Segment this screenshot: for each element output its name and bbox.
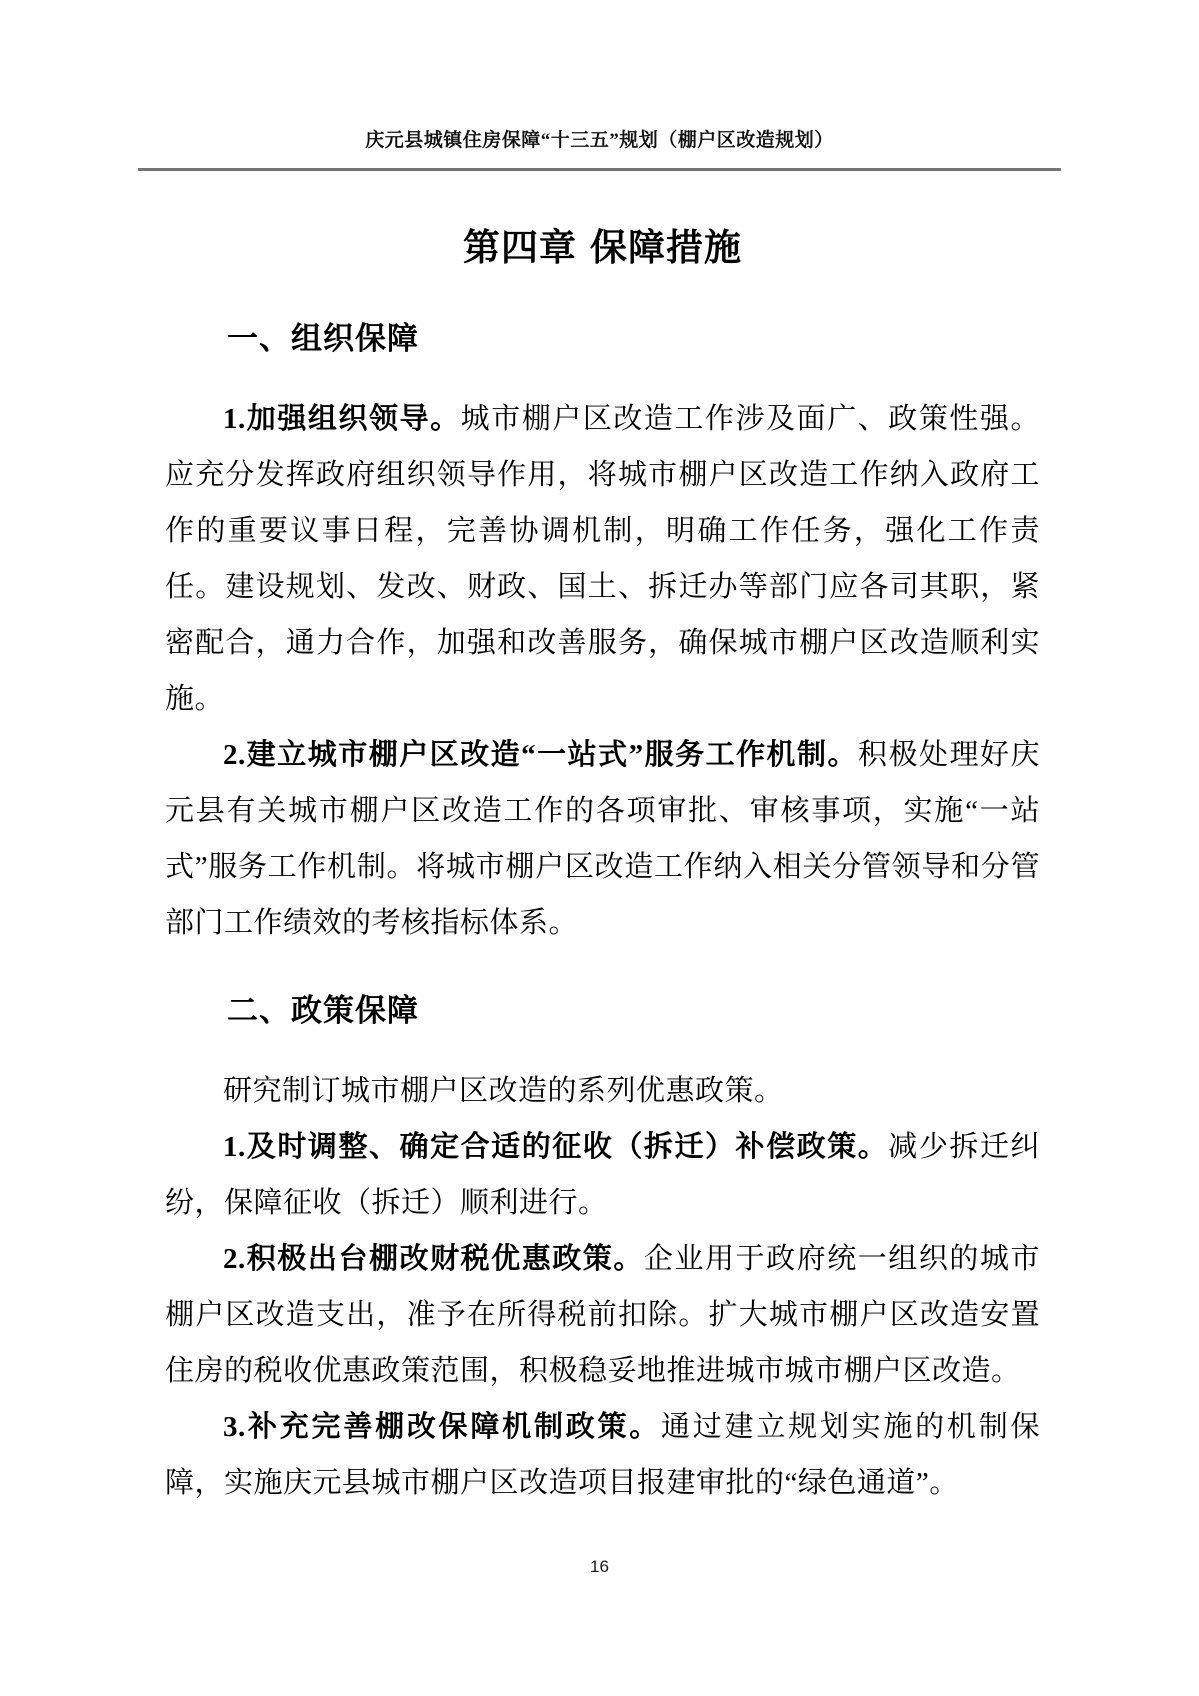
running-header-title: 庆元县城镇住房保障“十三五”规划（棚户区改造规划） [365, 130, 834, 151]
paragraph-policy-1-lead: 1.及时调整、确定合适的征收（拆迁）补偿政策。 [223, 1131, 889, 1163]
paragraph-policy-2-lead: 2.积极出台棚改财税优惠政策。 [223, 1243, 644, 1275]
paragraph-policy-intro [165, 1063, 1040, 1119]
paragraph-policy-2 [165, 1231, 1040, 1399]
chapter-name: 保障措施 [589, 227, 742, 268]
page-number: 16 [590, 1557, 609, 1576]
chapter-title [165, 225, 1040, 271]
section-heading-policy: 二、政策保障 [227, 993, 419, 1028]
paragraph-policy-1-body: 减少拆迁纠纷，保障征收（拆迁）顺利进行。 [165, 1131, 1040, 1219]
paragraph-org-1 [165, 391, 1040, 727]
paragraph-policy-3-lead: 3.补充完善棚改保障机制政策。 [223, 1411, 662, 1443]
paragraph-org-2-body: 积极处理好庆元县有关城市棚户区改造工作的各项审批、审核事项，实施“一站式”服务工作机制。将城市棚户区改造工作纳入相关分管领导和分管部门工作绩效的考核指标体系。 [165, 739, 1040, 939]
section-heading-organization: 一、组织保障 [227, 321, 419, 356]
paragraph-policy-3-body: 通过建立规划实施的机制保障，实施庆元县城市棚户区改造项目报建审批的“绿色通道”。 [165, 1411, 1040, 1499]
paragraph-org-2 [165, 727, 1040, 951]
paragraph-org-2-lead: 2.建立城市棚户区改造“一站式”服务工作机制。 [223, 739, 859, 771]
paragraph-org-1-lead: 1.加强组织领导。 [223, 403, 461, 435]
paragraph-policy-1 [165, 1119, 1040, 1231]
chapter-number: 第四章 [463, 227, 578, 268]
paragraph-policy-3 [165, 1399, 1040, 1511]
header-divider [138, 168, 1061, 171]
document-content [0, 225, 1199, 1511]
paragraph-org-1-body: 城市棚户区改造工作涉及面广、政策性强。应充分发挥政府组织领导作用，将城市棚户区改造工作纳入政府工作的重要议事日程，完善协调机制，明确工作任务，强化工作责任。建设规划、发改、财政、国土、拆迁办等部门应各司其职，紧密配合，通力合作，加强和改善服务，确保城市棚户区改造顺利实施。 [165, 403, 1040, 715]
paragraph-policy-intro-body: 研究制订城市棚户区改造的系列优惠政策。 [223, 1075, 784, 1107]
paragraph-policy-2-body: 企业用于政府统一组织的城市棚户区改造支出，准予在所得税前扣除。扩大城市棚户区改造安置住房的税收优惠政策范围，积极稳妥地推进城市城市棚户区改造。 [165, 1243, 1040, 1387]
page-header [0, 0, 1199, 171]
